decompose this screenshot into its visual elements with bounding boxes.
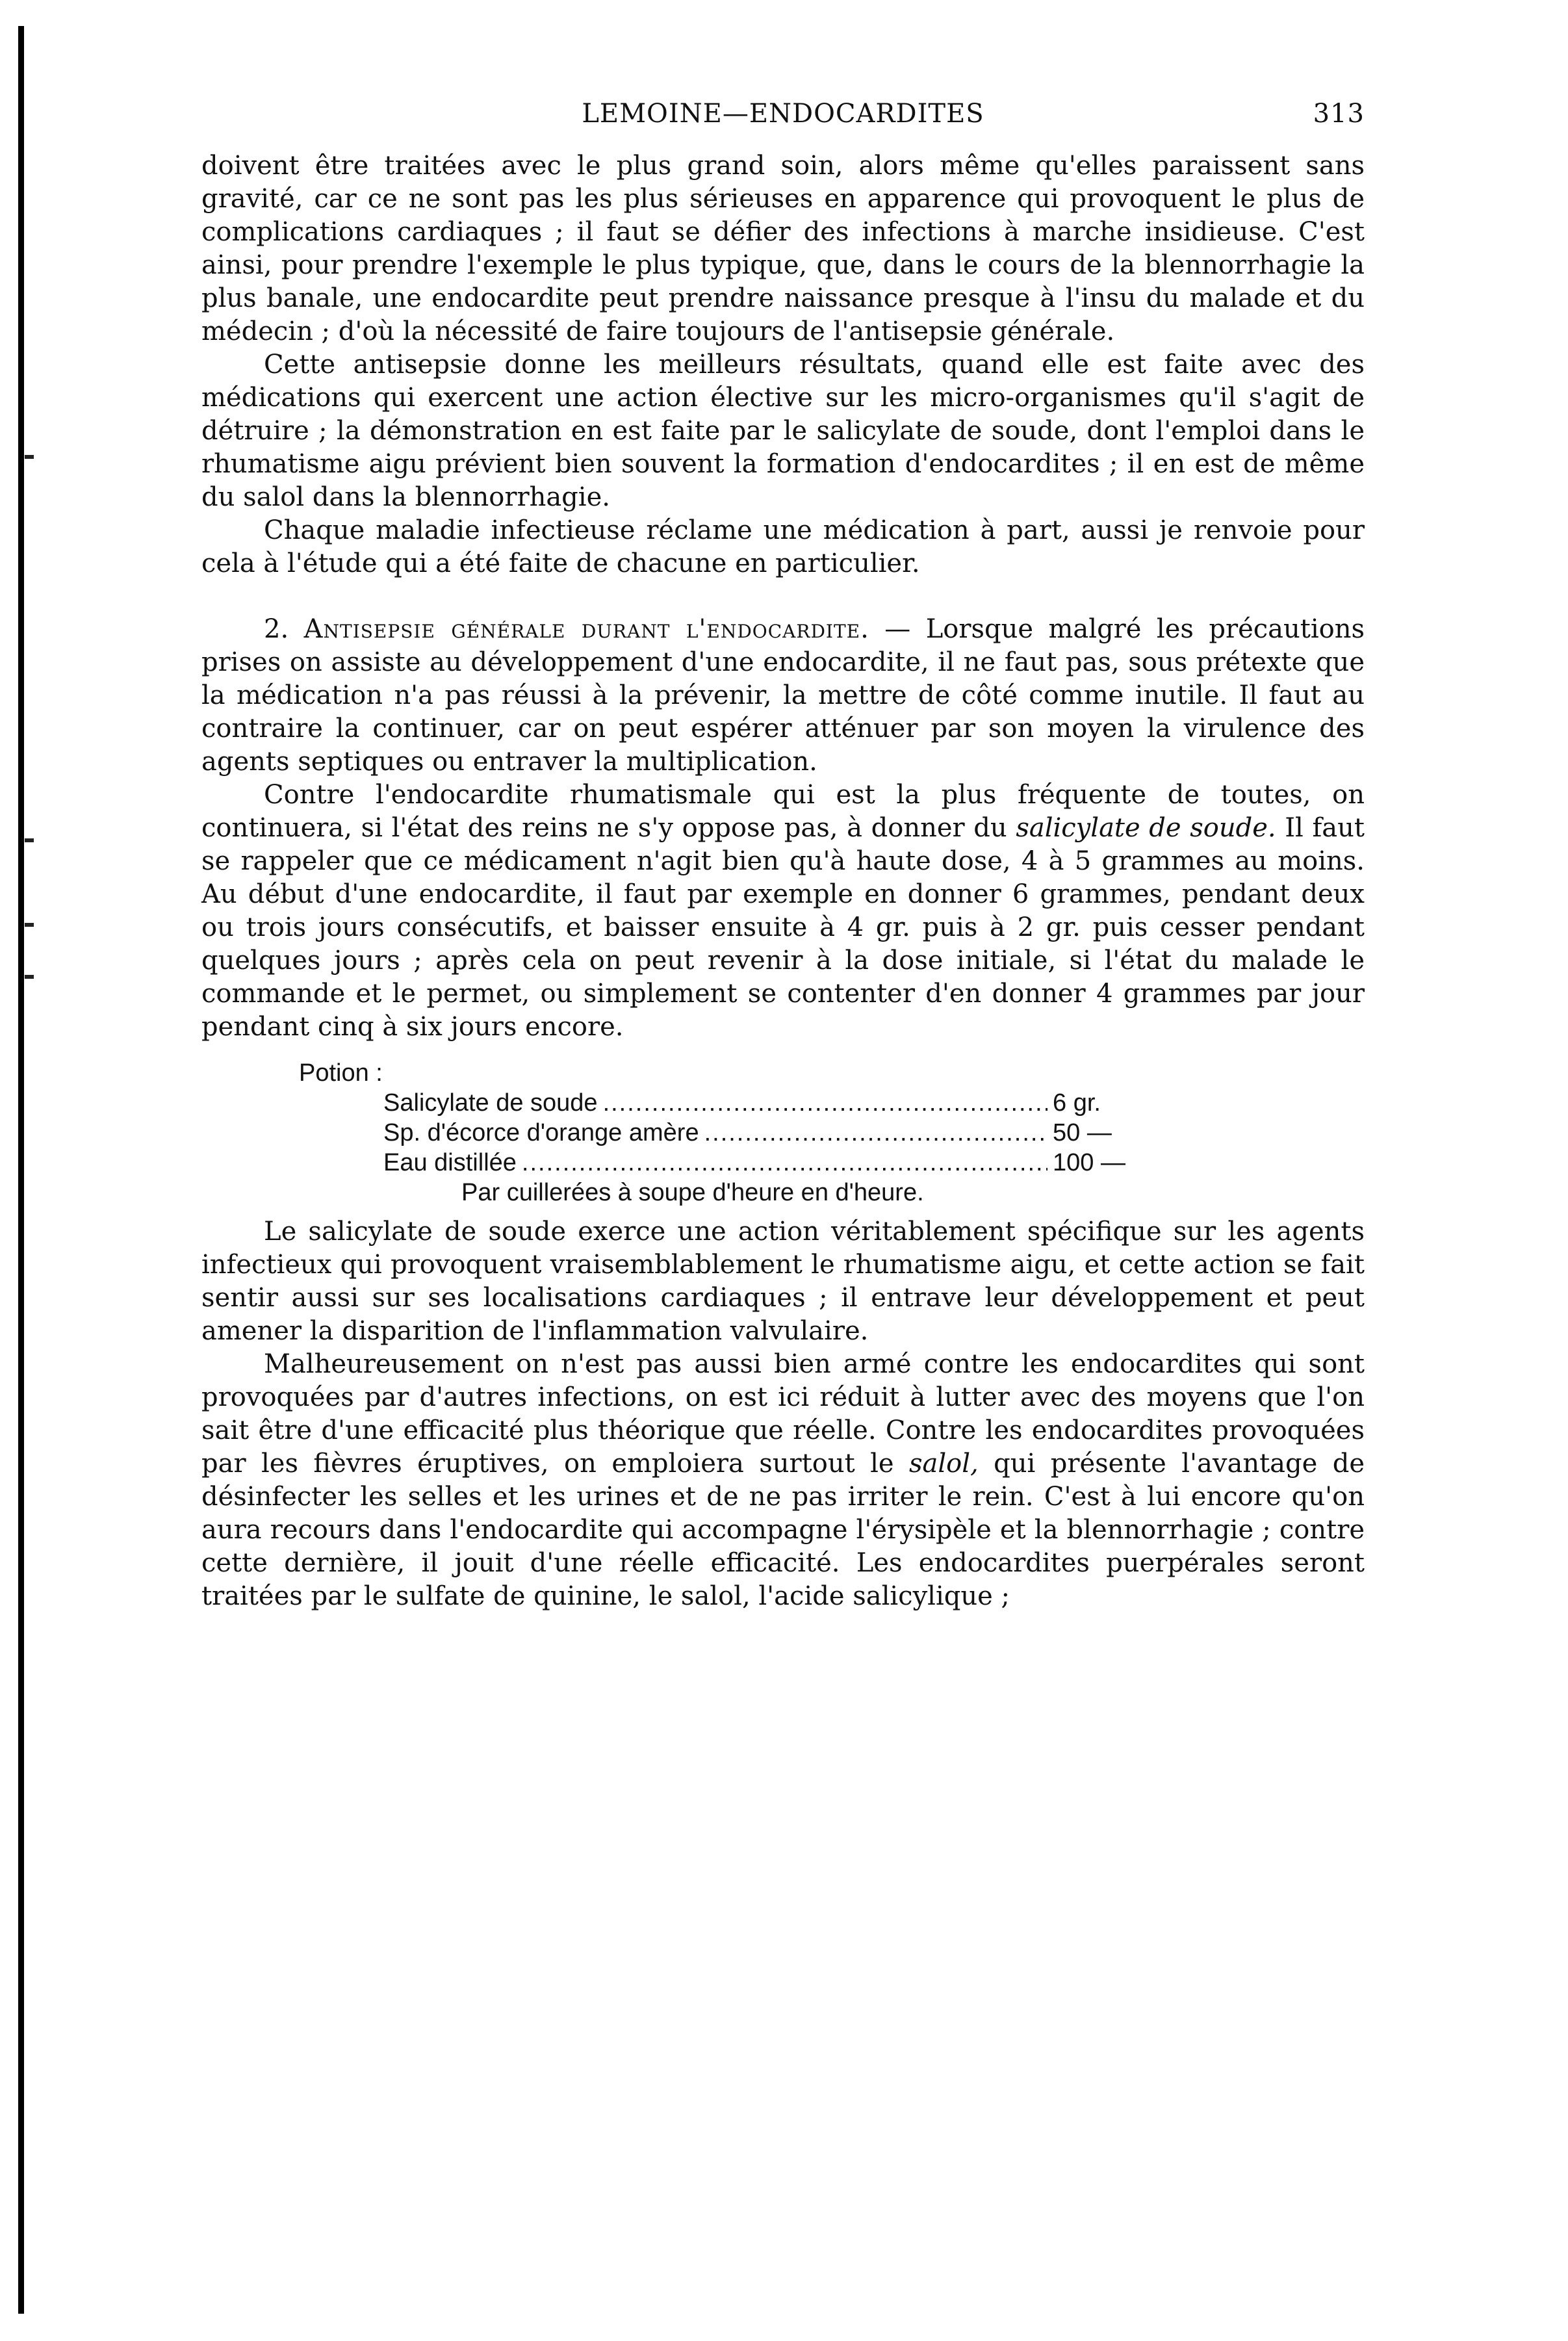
paragraph <box>201 1348 1365 1613</box>
prescription-list <box>383 1088 1137 1178</box>
leader-dots <box>522 1148 1047 1178</box>
gutter-mark <box>25 455 34 459</box>
ingredient-quantity: 50 — <box>1053 1119 1112 1146</box>
leader-dots <box>603 1088 1047 1118</box>
paragraph-text: Malheureusement on n'est pas aussi bien armé contre les endocardites qui sont provoquées par d'autres infections, on est ici réduit à lutter avec des moyens que l'on sait être d'une efficacité plus théorique que réelle. Contre les endocardites provoquées par les fièvres éruptives, on emploiera surtout le <box>201 1349 1365 1479</box>
paragraph: Chaque maladie infectieuse réclame une médication à part, aussi je renvoie pour cela à l'étude qui a été faite de chacune en particulier. <box>201 515 1365 578</box>
page-number: 313 <box>1313 99 1365 129</box>
section-dash: — <box>869 614 926 644</box>
leader-dots <box>704 1118 1047 1148</box>
emphasis-text: salicylate de soude. <box>1016 813 1276 843</box>
prescription-instructions: Par cuillerées à soupe d'heure en d'heure. <box>461 1179 924 1206</box>
section-heading: Antisepsie générale durant l'endocardite. <box>303 614 869 644</box>
prescription-item <box>383 1088 1137 1118</box>
paragraph: Le salicylate de soude exerce une action véritablement spécifique sur les agents infectieux qui provoquent vraisemblablement le rhumatisme aigu, et cette action se fait sentir aussi sur ses localisations cardiaques ; il entrave leur développement et peut amener la disparition de l'inflammation valvulaire. <box>201 1217 1365 1346</box>
gutter-mark <box>25 838 34 842</box>
paragraph <box>201 779 1365 1044</box>
section-text: Lorsque malgré les précautions prises on assiste au développement d'une endocardite, il ne faut pas, sous prétexte que la médication n'a pas réussi à la prévenir, la mettre de côté comme inutile. Il faut au contraire la continuer, car on peut espérer atténuer par son moyen la virulence des agents septiques ou entraver la multiplication. <box>201 614 1365 777</box>
ingredient-name: Salicylate de soude <box>383 1089 598 1117</box>
page-binding-edge <box>18 26 24 2314</box>
paragraph: doivent être traitées avec le plus grand soin, alors même qu'elles paraissent sans gravité, car ce ne sont pas les plus sérieuses en apparence qui provoquent le plus de complications cardiaques ; il faut se défier des infections à marche insidieuse. C'est ainsi, pour prendre l'exemple le plus typique, que, dans le cours de la blennorrhagie la plus banale, une endocardite peut prendre naissance presque à l'insu du malade et du médecin ; d'où la nécessité de faire toujours de l'antisepsie générale. <box>201 151 1365 346</box>
emphasis-text: salol, <box>908 1449 979 1479</box>
section-number: 2. <box>264 614 289 644</box>
paragraph-text: Contre l'endocardite rhumatismale qui est la plus fréquente de toutes, on continuera, si l'état des reins ne s'y oppose pas, à donner du <box>201 780 1365 843</box>
prescription-item <box>383 1118 1137 1148</box>
running-header <box>201 97 1365 149</box>
gutter-mark <box>25 975 34 979</box>
paragraph-text: Il faut se rappeler que ce médicament n'agit bien qu'à haute dose, 4 à 5 grammes au moins. Au début d'une endocardite, il faut par exemple en donner 6 grammes, pendant deux ou trois jours consécutifs, et baisser ensuite à 4 gr. puis à 2 gr. puis cesser pendant quelques jours ; après cela on peut revenir à la dose initiale, si l'état du malade le commande et le permet, ou simplement se contenter d'en donner 4 grammes par jour pendant cinq à six jours encore. <box>201 813 1365 1042</box>
prescription <box>201 1058 1365 1208</box>
ingredient-quantity: 6 gr. <box>1053 1089 1101 1117</box>
ingredient-name: Eau distillée <box>383 1149 517 1176</box>
prescription-title: Potion : <box>299 1059 383 1087</box>
paragraph: Cette antisepsie donne les meilleurs résultats, quand elle est faite avec des médications qui exercent une action élective sur les micro-organismes qu'il s'agit de détruire ; la démonstration en est faite par le salicylate de soude, dont l'emploi dans le rhumatisme aigu prévient bien souvent la formation d'endocardites ; il en est de même du salol dans la blennorrhagie. <box>201 350 1365 512</box>
gutter-mark <box>25 923 34 927</box>
ingredient-name: Sp. d'écorce d'orange amère <box>383 1119 699 1146</box>
book-page <box>201 97 1365 1613</box>
prescription-item <box>383 1148 1137 1178</box>
ingredient-quantity: 100 — <box>1053 1149 1125 1176</box>
section-paragraph <box>201 613 1365 779</box>
paragraph-text: qui présente l'avantage de désinfecter les selles et les urines et de ne pas irriter le rein. C'est à lui encore qu'on aura recours dans l'endocardite qui accompagne l'érysipèle et la blennorrhagie ; contre cette dernière, il jouit d'une réelle efficacité. Les endocardites puerpérales seront traitées par le sulfate de quinine, le salol, l'acide salicylique ; <box>201 1449 1365 1611</box>
running-title: LEMOINE—ENDOCARDITES <box>582 99 984 129</box>
